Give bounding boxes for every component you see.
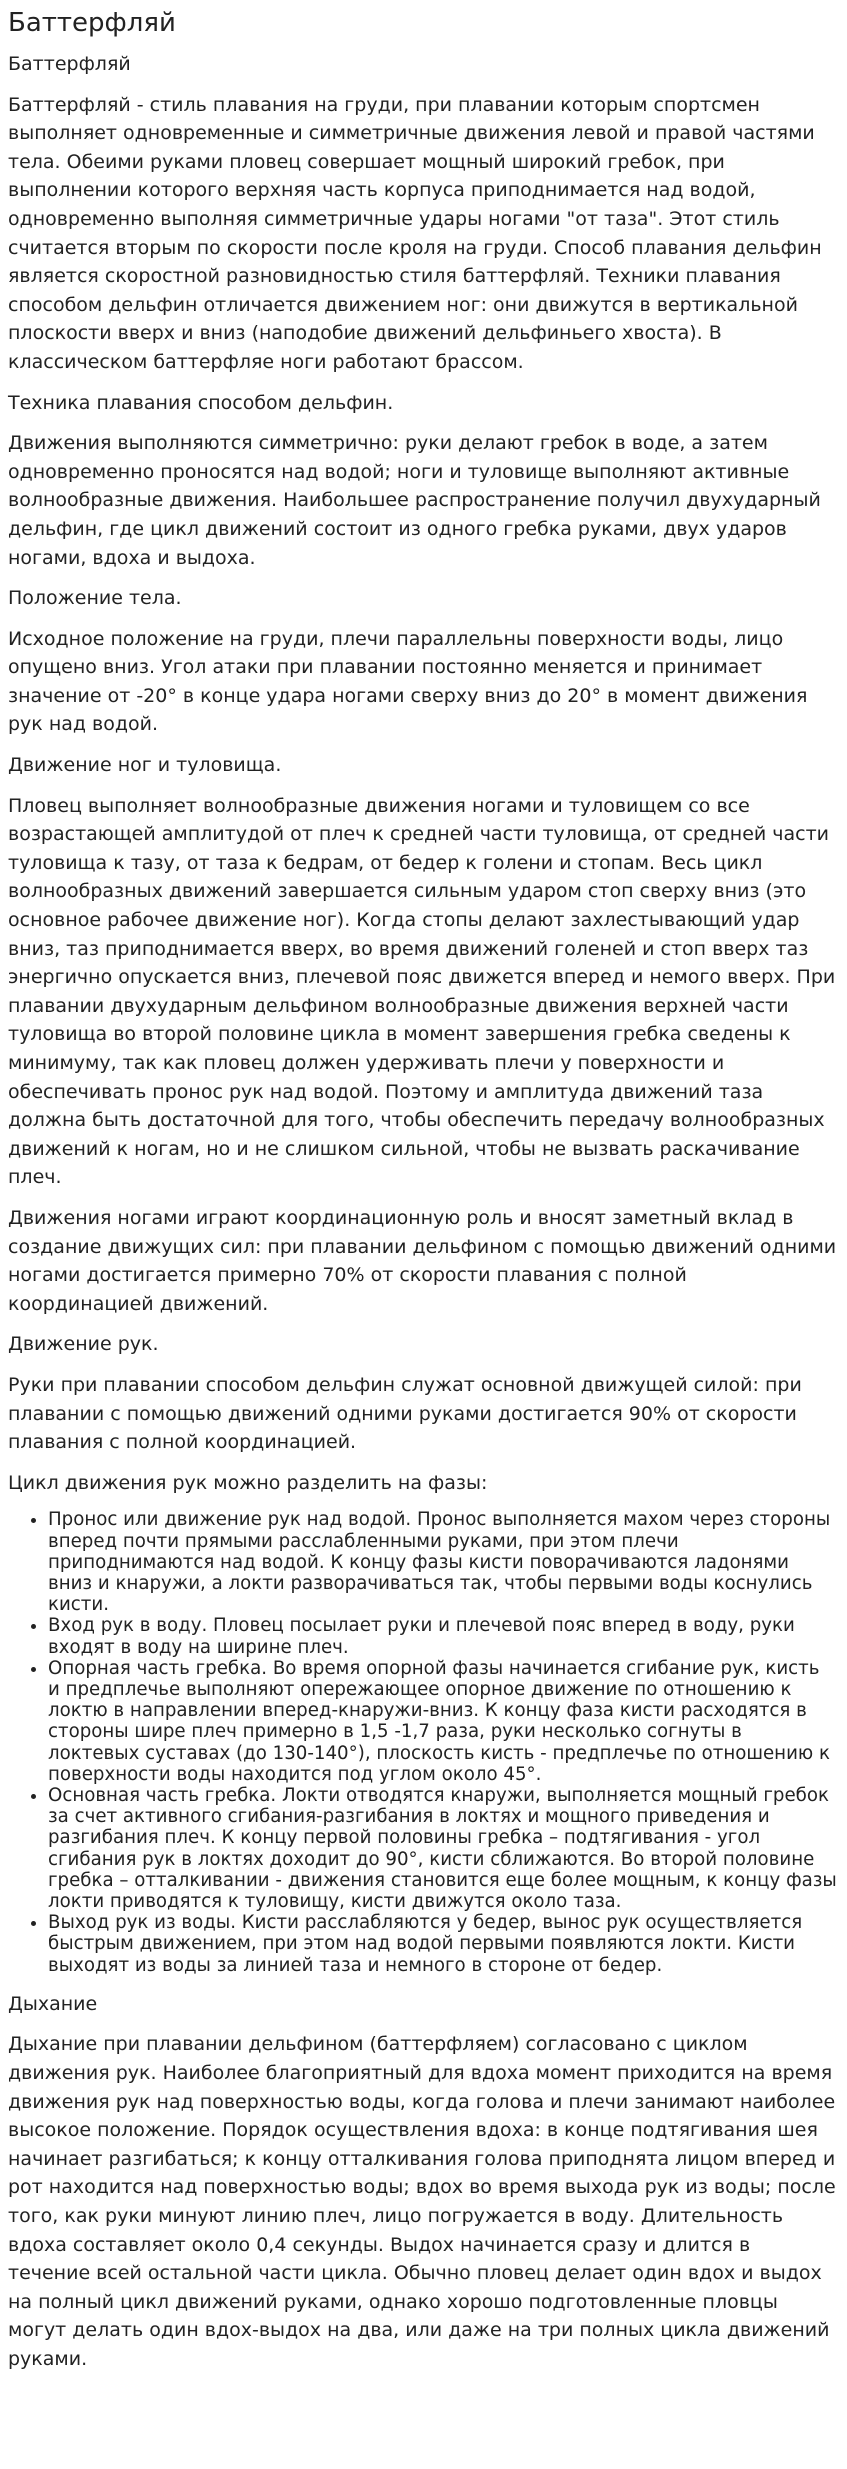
intro-paragraph: Баттерфляй - стиль плавания на груди, при плавании которым спортсмен выполняет одновременные и симметричные движения левой и правой частями тела. Обеими руками пловец совершает мощный широкий гребок, при выполнении которого верхняя часть корпуса приподнимается над водой, одновременно выполняя симметричные удары ногами "от таза". Этот стиль считается вторым по скорости после кроля на груди. Способ плавания дельфин является скоростной разновидностью стиля баттерфляй. Техники плавания способом дельфин отличается движением ног: они движутся в вертикальной плоскости вверх и вниз (наподобие движений дельфиньего хвоста). В классическом баттерфляе ноги работают брассом. — [8, 93, 822, 373]
phases-list — [8, 1509, 837, 1975]
list-item: • Пронос или движение рук над водой. Пронос выполняется махом через стороны вперед почти прямыми расслабленными руками, при этом плечи приподнимаются над водой. К концу фазы кисти поворачиваются ладонями вниз и кнаружи, а локти разворачиваться так, чтобы первыми воды коснулись кисти. — [48, 1509, 837, 1615]
arms-heading: Движение рук. — [8, 1333, 159, 1356]
body-position-heading: Положение тела. — [8, 587, 182, 610]
legs-paragraph-1: Пловец выполняет волнообразные движения ногами и туловищем со все возрастающей амплитудой от плеч к средней части туловища, от средней части туловища к тазу, от таза к бедрам, от бедер к голени и стопам. Весь цикл волнообразных движений завершается сильным ударом стоп сверху вниз (это основное рабочее движение ног). Когда стопы делают захлестывающий удар вниз, таз приподнимается вверх, во время движений голеней и стоп вверх таз энергично опускается вниз, плечевой пояс движется вперед и немого вверх. При плавании двухударным дельфином волнообразные движения верхней части туловища во второй половине цикла в момент завершения гребка сведены к минимуму, так как пловец должен удерживать плечи у поверхности и обеспечивать пронос рук над водой. Поэтому и амплитуда движений таза должна быть достаточной для того, чтобы обеспечить передачу волнообразных движений к ногам, но и не слишком сильной, чтобы не вызвать раскачивание плеч. — [8, 794, 836, 1189]
list-item: • Опорная часть гребка. Во время опорной фазы начинается сгибание рук, кисть и предплечье выполняют опережающее опорное движение по отношению к локтю в направлении вперед-кнаружи-вниз. К концу фаза кисти расходятся в стороны шире плеч примерно в 1,5 -1,7 раза, руки несколько согнуты в локтевых суставах (до 130-140°), плоскость кисть - предплечье по отношению к поверхности воды находится под углом около 45°. — [48, 1658, 837, 1785]
section-subtitle: Баттерфляй — [8, 53, 131, 75]
arms-paragraph: Руки при плавании способом дельфин служат основной движущей силой: при плавании с помощью движений одними руками достигается 90% от скорости плавания с полной координацией. — [8, 1373, 802, 1454]
list-item: • Основная часть гребка. Локти отводятся кнаружи, выполняется мощный гребок за счет активного сгибания-разгибания в локтях и мощного приведения и разгибания плеч. К концу первой половины гребка – подтягивания - угол сгибания рук в локтях доходит до 90°, кисти сближаются. Во второй половине гребка – отталкивании - движения становится еще более мощным, к концу фазы локти приводятся к туловищу, кисти движутся около таза. — [48, 1785, 837, 1912]
legs-paragraph-2: Движения ногами играют координационную роль и вносят заметный вклад в создание движущих сил: при плавании дельфином с помощью движений одними ногами достигается примерно 70% от скорости плавания с полной координацией движений. — [8, 1206, 837, 1315]
breathing-paragraph: Дыхание при плавании дельфином (баттерфляем) согласовано с циклом движения рук. Наиболее благоприятный для вдоха момент приходится на время движения рук над поверхностью воды, когда голова и плечи занимают наиболее высокое положение. Порядок осуществления вдоха: в конце подтягивания шея начинает разгибаться; к концу отталкивания голова приподнята лицом вперед и рот находится над поверхностью воды; вдох во время выхода рук из воды; после того, как руки минуют линию плеч, лицо погружается в воду. Длительность вдоха составляет около 0,4 секунды. Выдох начинается сразу и длится в течение всей остальной части цикла. Обычно пловец делает один вдох и выдох на полный цикл движений руками, однако хорошо подготовленные пловцы могут делать один вдох-выдох на два, или даже на три полных цикла движений руками. — [8, 2033, 836, 2370]
body-position-paragraph: Исходное положение на груди, плечи параллельны поверхности воды, лицо опущено вниз. Угол атаки при плавании постоянно меняется и принимает значение от -20° в конце удара ногами сверху вниз до 20° в момент движения рук над водой. — [8, 627, 808, 736]
breathing-heading: Дыхание — [8, 1992, 98, 2015]
page-title: Баттерфляй — [8, 8, 176, 38]
legs-heading: Движение ног и туловища. — [8, 754, 282, 777]
list-item: • Вход рук в воду. Пловец посылает руки и плечевой пояс вперед в воду, руки входят в воду на ширине плеч. — [48, 1615, 837, 1657]
phases-intro: Цикл движения рук можно разделить на фазы: — [8, 1471, 488, 1494]
technique-paragraph: Движения выполняются симметрично: руки делают гребок в воде, а затем одновременно проносятся над водой; ноги и туловище выполняют активные волнообразные движения. Наибольшее распространение получил двухударный дельфин, где цикл движений состоит из одного гребка руками, двух ударов ногами, вдоха и выдоха. — [8, 432, 821, 569]
list-item: • Выход рук из воды. Кисти расслабляются у бедер, вынос рук осуществляется быстрым движением, при этом над водой первыми появляются локти. Кисти выходят из воды за линией таза и немного в стороне от бедер. — [48, 1912, 837, 1976]
technique-heading: Техника плавания способом дельфин. — [8, 391, 394, 414]
